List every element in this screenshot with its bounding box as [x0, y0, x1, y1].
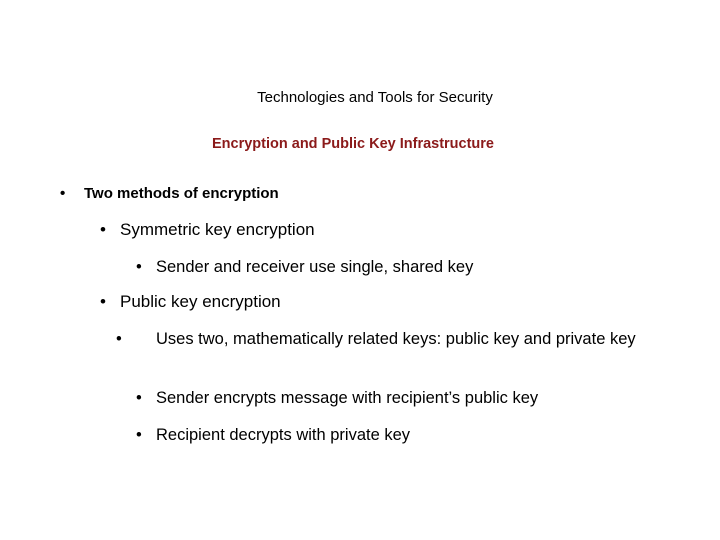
bullet-dot-icon: •	[100, 220, 106, 239]
bullet-dot-icon: •	[116, 330, 122, 348]
bullet-item	[116, 329, 676, 349]
bullet-item	[136, 257, 473, 277]
bullet-item	[100, 220, 315, 240]
bullet-item	[136, 388, 538, 408]
bullet-text: Public key encryption	[120, 292, 281, 311]
slide-title: Technologies and Tools for Security	[257, 89, 493, 106]
bullet-item	[100, 292, 281, 312]
bullet-dot-icon: •	[60, 185, 66, 202]
bullet-dot-icon: •	[100, 292, 106, 311]
bullet-text: Sender encrypts message with recipient’s public key	[156, 389, 539, 407]
bullet-text: Symmetric key encryption	[120, 220, 315, 239]
bullet-dot-icon: •	[136, 258, 142, 276]
bullet-text: Uses two, mathematically related keys: public key and private key	[156, 330, 636, 348]
bullet-item	[136, 425, 410, 445]
bullet-text: Recipient decrypts with private key	[156, 426, 411, 444]
bullet-dot-icon: •	[136, 389, 142, 407]
bullet-item	[60, 185, 279, 203]
bullet-dot-icon: •	[136, 426, 142, 444]
slide-subtitle: Encryption and Public Key Infrastructure	[212, 136, 494, 152]
bullet-text: Sender and receiver use single, shared key	[156, 258, 474, 276]
bullet-text: Two methods of encryption	[84, 185, 279, 202]
